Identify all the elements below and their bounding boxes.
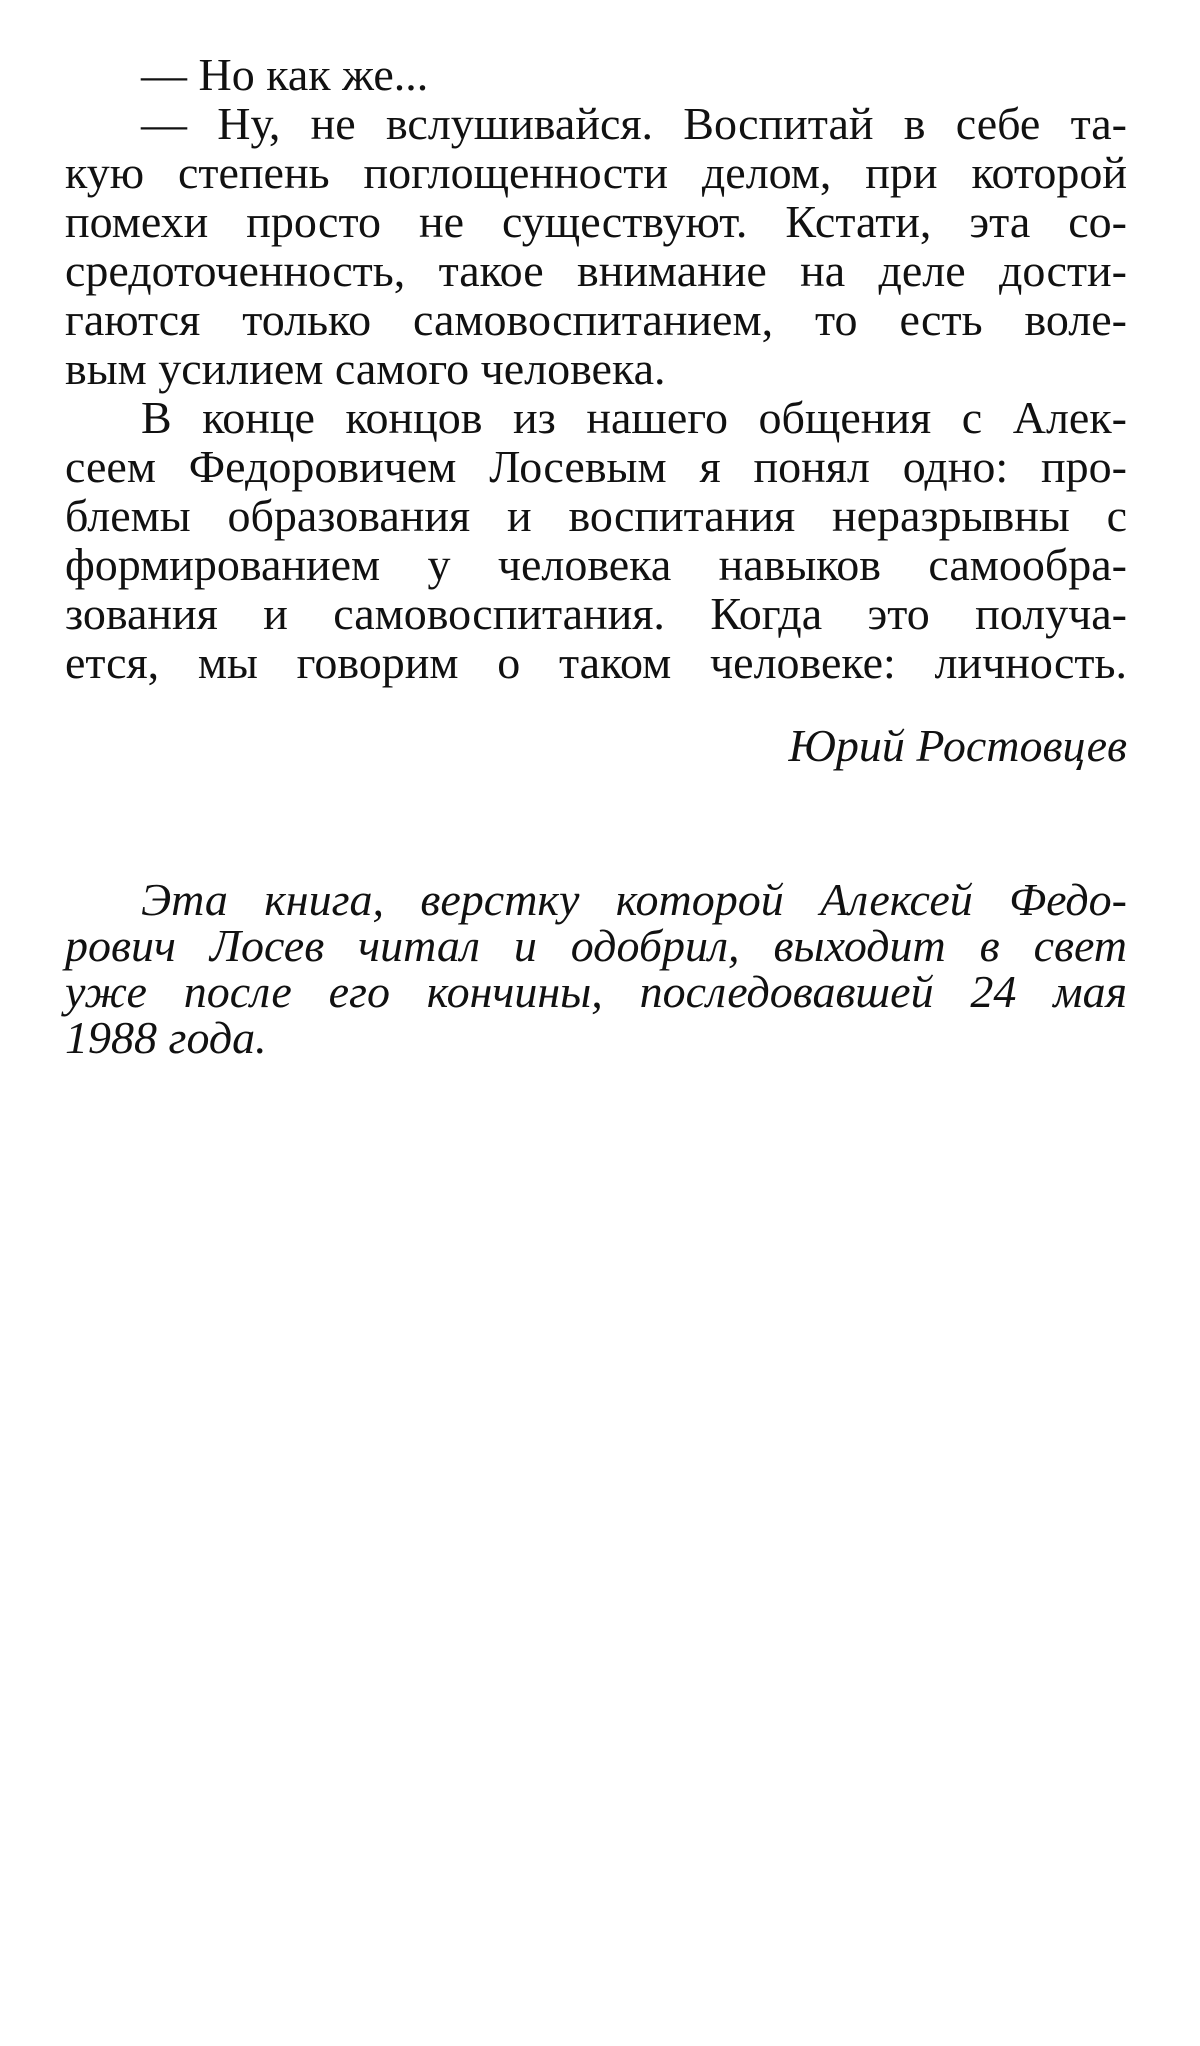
paragraph-line: В конце концов из нашего общения с Алек- — [141, 392, 1127, 443]
dialogue-line: помехи просто не существуют. Кстати, эта со- — [65, 196, 1127, 247]
dialogue-line: кую степень поглощенности делом, при которой — [65, 147, 1127, 198]
paragraph-line: формированием у человека навыков самообра- — [65, 539, 1127, 590]
paragraph-line: ется, мы говорим о таком человеке: личность. — [65, 637, 1127, 688]
dialogue-line: гаются только самовоспитанием, то есть воле- — [65, 294, 1127, 345]
note-line: 1988 года. — [65, 1012, 267, 1063]
dialogue-line: — Ну, не вслушивайся. Воспитай в себе та- — [141, 98, 1127, 149]
paragraph-line: зования и самовоспитания. Когда это получа- — [65, 588, 1127, 639]
note-line: уже после его кончины, последовавшей 24 мая — [65, 966, 1127, 1017]
dialogue-block — [65, 50, 1127, 393]
dialogue-line: вым усилием самого человека. — [65, 343, 666, 394]
page-body — [65, 50, 1127, 1061]
closing-paragraph — [65, 393, 1127, 687]
paragraph-line: сеем Федоровичем Лосевым я понял одно: про- — [65, 441, 1127, 492]
note-line: Эта книга, верстку которой Алексей Федо- — [141, 874, 1127, 925]
note-line: рович Лосев читал и одобрил, выходит в свет — [65, 920, 1127, 971]
paragraph-line: блемы образования и воспитания неразрывны с — [65, 490, 1127, 541]
author-signature: Юрий Ростовцев — [788, 720, 1127, 771]
editorial-note — [65, 874, 1127, 1063]
dialogue-line: — Но как же... — [141, 49, 429, 100]
dialogue-line: средоточенность, такое внимание на деле дости- — [65, 245, 1127, 296]
